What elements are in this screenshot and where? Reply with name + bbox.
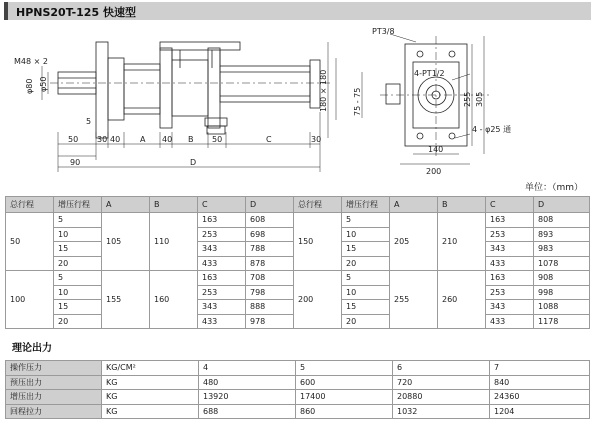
cell: 608 xyxy=(246,213,294,228)
cell: 1032 xyxy=(393,404,490,419)
cell: 253 xyxy=(486,227,534,242)
th-B2: B xyxy=(438,197,486,213)
cell: 998 xyxy=(534,285,590,300)
cell-total2: 200 xyxy=(294,271,342,329)
cell: 15 xyxy=(342,242,390,257)
port-4pt12: 4-PT1/2 xyxy=(414,69,445,78)
cell: 20 xyxy=(342,256,390,271)
dim-D: D xyxy=(190,158,197,167)
cell: 343 xyxy=(486,242,534,257)
cell: 163 xyxy=(486,213,534,228)
phi80-label: φ80 xyxy=(25,78,34,94)
cell: 17400 xyxy=(296,390,393,405)
cell: 808 xyxy=(534,213,590,228)
cell: 15 xyxy=(342,300,390,315)
dim-C: C xyxy=(266,135,272,144)
dim-140: 140 xyxy=(428,145,444,154)
th-D: D xyxy=(246,197,294,213)
output-title: 理论出力 xyxy=(12,343,52,354)
cell-total2: 150 xyxy=(294,213,342,271)
cell-A: 105 xyxy=(102,213,150,271)
cell-B: 110 xyxy=(150,213,198,271)
cell: 20880 xyxy=(393,390,490,405)
thread-label: M48 × 2 xyxy=(14,57,48,66)
th-C: C xyxy=(198,197,246,213)
cell: 10 xyxy=(54,227,102,242)
cell: 5 xyxy=(54,271,102,286)
table-row xyxy=(6,271,590,286)
row-unit: KG xyxy=(102,404,199,419)
th-D2: D xyxy=(534,197,590,213)
cell-B2: 210 xyxy=(438,213,486,271)
dim-30a: 30 xyxy=(97,135,108,144)
front-flange xyxy=(96,42,108,138)
cell-B2: 260 xyxy=(438,271,486,329)
cell: 343 xyxy=(198,242,246,257)
cell: 5 xyxy=(54,213,102,228)
cell-total: 50 xyxy=(6,213,54,271)
cell: 1088 xyxy=(534,300,590,315)
table-row xyxy=(6,361,590,376)
th-total2: 总行程 xyxy=(294,197,342,213)
cell-A2: 205 xyxy=(390,213,438,271)
drawing-svg xyxy=(0,22,595,182)
cell: 788 xyxy=(246,242,294,257)
port-pt38: PT3/8 xyxy=(372,27,395,36)
row-label: 回程拉力 xyxy=(6,404,102,419)
cell: 698 xyxy=(246,227,294,242)
dim-75-75: 75 - 75 xyxy=(353,87,362,116)
cell: 13920 xyxy=(199,390,296,405)
cell: 24360 xyxy=(490,390,590,405)
row-label: 增压出力 xyxy=(6,390,102,405)
cell: 1204 xyxy=(490,404,590,419)
cell: 343 xyxy=(198,300,246,315)
spec-table xyxy=(5,196,590,329)
dim-40a: 40 xyxy=(110,135,121,144)
cell-A2: 255 xyxy=(390,271,438,329)
cell: 983 xyxy=(534,242,590,257)
cell: 5 xyxy=(342,213,390,228)
cell: 708 xyxy=(246,271,294,286)
phi50-label: φ50 xyxy=(39,76,48,92)
unit-label: 单位：（mm） xyxy=(524,183,583,193)
th-C2: C xyxy=(486,197,534,213)
th-A: A xyxy=(102,197,150,213)
cell: 253 xyxy=(486,285,534,300)
cell: 893 xyxy=(534,227,590,242)
cell: 163 xyxy=(198,271,246,286)
dim-40b: 40 xyxy=(162,135,173,144)
cell: 480 xyxy=(199,375,296,390)
cell: 5 xyxy=(342,271,390,286)
row-unit: KG xyxy=(102,375,199,390)
row-unit: KG xyxy=(102,390,199,405)
cell: 840 xyxy=(490,375,590,390)
cell: 253 xyxy=(198,227,246,242)
dim-A: A xyxy=(140,135,146,144)
cell: 433 xyxy=(198,314,246,329)
cell-A: 155 xyxy=(102,271,150,329)
cell: 4 xyxy=(199,361,296,376)
booster-cylinder xyxy=(220,66,310,102)
cell: 878 xyxy=(246,256,294,271)
row-label: 预压出力 xyxy=(6,375,102,390)
dim-5-label: 5 xyxy=(86,117,92,126)
cell: 10 xyxy=(54,285,102,300)
cell: 15 xyxy=(54,300,102,315)
dim-255: 255 xyxy=(463,91,472,107)
cell: 20 xyxy=(342,314,390,329)
cell: 433 xyxy=(486,256,534,271)
title-bar xyxy=(4,2,591,20)
cell: 10 xyxy=(342,227,390,242)
dim-180x180: 180 × 180 xyxy=(319,69,328,112)
technical-drawing xyxy=(0,22,595,182)
output-table xyxy=(5,360,590,419)
cell: 10 xyxy=(342,285,390,300)
cell: 798 xyxy=(246,285,294,300)
dim-90: 90 xyxy=(70,158,81,167)
cell: 978 xyxy=(246,314,294,329)
cell: 15 xyxy=(54,242,102,257)
cell: 1078 xyxy=(534,256,590,271)
cell: 908 xyxy=(534,271,590,286)
dim-50b: 50 xyxy=(212,135,223,144)
main-cylinder xyxy=(124,64,160,114)
table-row xyxy=(6,213,590,228)
table-row xyxy=(6,390,590,405)
cell: 20 xyxy=(54,314,102,329)
spec-header-row xyxy=(6,197,590,213)
cell: 433 xyxy=(486,314,534,329)
cell: 163 xyxy=(198,213,246,228)
dim-30b: 30 xyxy=(311,135,322,144)
holes-label: 4 - φ25 通 xyxy=(472,125,512,134)
cell: 343 xyxy=(486,300,534,315)
cell: 688 xyxy=(199,404,296,419)
cell: 1178 xyxy=(534,314,590,329)
cell: 7 xyxy=(490,361,590,376)
cell: 20 xyxy=(54,256,102,271)
cell-B: 160 xyxy=(150,271,198,329)
page-title: HPNS20T-125 快速型 xyxy=(16,6,136,19)
cell-total: 100 xyxy=(6,271,54,329)
table-row xyxy=(6,404,590,419)
cell: 6 xyxy=(393,361,490,376)
th-boost: 增压行程 xyxy=(54,197,102,213)
cell: 433 xyxy=(198,256,246,271)
cell: 860 xyxy=(296,404,393,419)
cell: 720 xyxy=(393,375,490,390)
cell: 163 xyxy=(486,271,534,286)
th-B: B xyxy=(150,197,198,213)
th-total: 总行程 xyxy=(6,197,54,213)
dim-50a: 50 xyxy=(68,135,79,144)
cell: 253 xyxy=(198,285,246,300)
cell: 5 xyxy=(296,361,393,376)
dim-B: B xyxy=(188,135,194,144)
dim-305: 305 xyxy=(475,91,484,107)
dim-200: 200 xyxy=(426,167,442,176)
th-boost2: 增压行程 xyxy=(342,197,390,213)
cell: 600 xyxy=(296,375,393,390)
th-A2: A xyxy=(390,197,438,213)
cell: 888 xyxy=(246,300,294,315)
row-label: 操作压力 xyxy=(6,361,102,376)
row-unit: KG/CM² xyxy=(102,361,199,376)
table-row xyxy=(6,375,590,390)
